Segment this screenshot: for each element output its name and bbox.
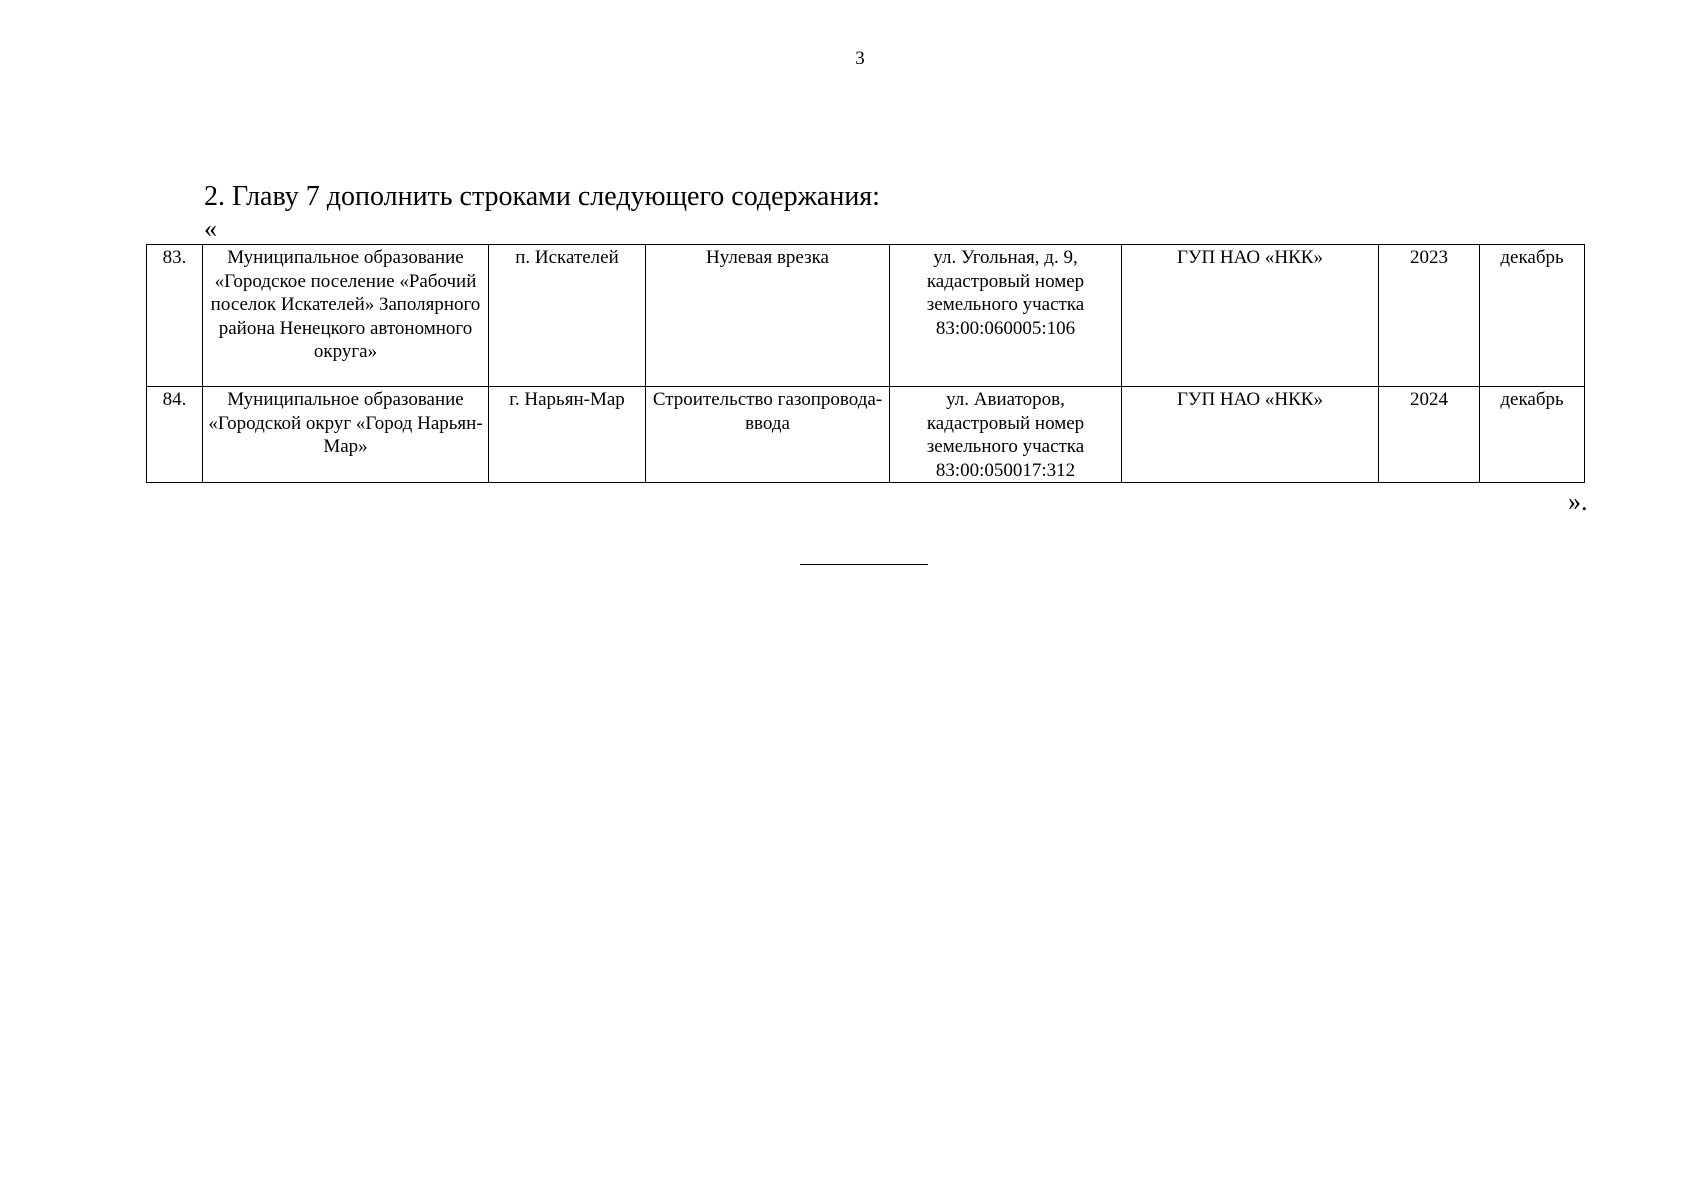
gasification-table [146,244,1585,483]
page-number: 3 [855,48,865,69]
year-cell: 2023 [1379,245,1480,387]
address-cell: ул. Угольная, д. 9, кадастровый номер земельного участка 83:00:060005:106 [890,245,1122,387]
municipality-cell: Муниципальное образование «Городской округ «Город Нарьян-Мар» [203,387,489,483]
month-cell: декабрь [1480,387,1585,483]
organization-cell: ГУП НАО «НКК» [1122,245,1379,387]
table-row [147,387,1585,483]
intro-text: 2. Главу 7 дополнить строками следующего содержания: [204,181,880,212]
end-divider [800,564,928,565]
open-quote: « [204,214,217,243]
work-type-cell: Строительство газопровода-ввода [646,387,890,483]
settlement-cell: г. Нарьян-Мар [489,387,646,483]
table-row [147,245,1585,387]
row-number: 84. [147,387,203,483]
work-type-cell: Нулевая врезка [646,245,890,387]
row-number: 83. [147,245,203,387]
year-cell: 2024 [1379,387,1480,483]
organization-cell: ГУП НАО «НКК» [1122,387,1379,483]
close-quote: ». [1568,487,1588,516]
municipality-cell: Муниципальное образование «Городское поселение «Рабочий поселок Искателей» Заполярного района Ненецкого автономного округа» [203,245,489,387]
settlement-cell: п. Искателей [489,245,646,387]
month-cell: декабрь [1480,245,1585,387]
address-cell: ул. Авиаторов, кадастровый номер земельного участка 83:00:050017:312 [890,387,1122,483]
